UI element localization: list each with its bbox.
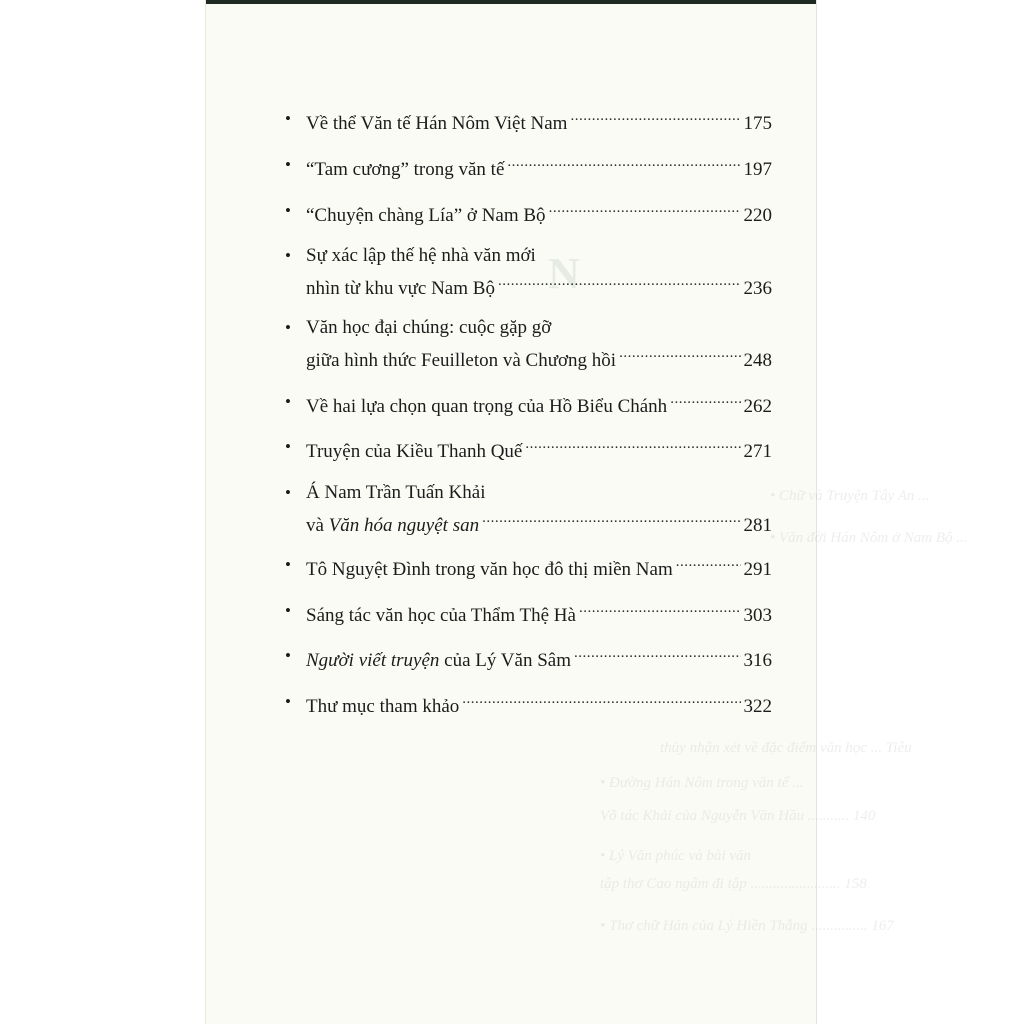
entry-title: Về hai lựa chọn quan trọng của Hồ Biểu Chánh — [306, 396, 668, 417]
page-number: 281 — [743, 515, 772, 536]
page-number: 248 — [743, 350, 772, 371]
bullet-icon: • — [285, 246, 291, 265]
page-number: 175 — [743, 113, 772, 134]
dot-leader — [498, 274, 741, 294]
page-number: 303 — [743, 605, 772, 626]
bullet-icon: • — [285, 437, 291, 456]
entry-title: Sự xác lập thế hệ nhà văn mới — [306, 245, 536, 266]
dot-leader — [579, 601, 741, 621]
entry-title-continued: giữa hình thức Feuilleton và Chương hồi — [306, 350, 617, 371]
page-number: 262 — [743, 396, 772, 417]
show-through-line: tập thơ Cao ngâm đi tập ........................ 158 — [600, 876, 867, 892]
page-number: 197 — [743, 159, 772, 180]
bullet-icon: • — [285, 483, 291, 502]
page-number: 236 — [743, 278, 772, 299]
entry-title-continued: nhìn từ khu vực Nam Bộ — [306, 278, 495, 299]
page-number: 271 — [743, 441, 772, 462]
page-number: 316 — [743, 650, 772, 671]
bullet-icon: • — [285, 155, 291, 174]
entry-title: Truyện của Kiều Thanh Quế — [306, 441, 523, 462]
entry-title-suffix: của Lý Văn Sâm — [439, 650, 571, 671]
entry-title: Văn học đại chúng: cuộc gặp gỡ — [306, 317, 552, 338]
dot-leader — [482, 511, 740, 531]
show-through-heading: N — [548, 249, 580, 298]
bullet-icon: • — [285, 555, 291, 574]
show-through-line: • Chữ và Truyện Tây An ... — [770, 488, 930, 504]
entry-title: “Chuyện chàng Lía” ở Nam Bộ — [306, 205, 546, 226]
dot-leader — [549, 201, 741, 221]
page-number: 322 — [743, 696, 772, 717]
dot-leader — [670, 392, 740, 412]
bullet-icon: • — [285, 392, 291, 411]
entry-title: Á Nam Trần Tuấn Khải — [306, 482, 486, 503]
bullet-icon: • — [285, 601, 291, 620]
show-through-line: Võ tác Khải của Nguyễn Văn Hầu ........... 140 — [600, 808, 876, 824]
entry-title: Về thể Văn tế Hán Nôm Việt Nam — [306, 113, 568, 134]
dot-leader — [525, 437, 740, 457]
bullet-icon: • — [285, 646, 291, 665]
show-through-line: • Thơ chữ Hán của Lý Hiền Thắng ............... 167 — [600, 918, 894, 934]
show-through-line: thủy nhận xét về đặc điểm văn học ... Tiêu — [660, 740, 912, 756]
show-through-line: • Lý Văn phúc và bài văn — [600, 848, 752, 864]
entry-title: “Tam cương” trong văn tế — [306, 159, 505, 180]
dot-leader — [507, 155, 740, 175]
dot-leader — [570, 109, 740, 129]
dot-leader — [619, 346, 740, 366]
bullet-icon: • — [285, 692, 291, 711]
entry-title: Thư mục tham khảo — [306, 696, 460, 717]
bullet-icon: • — [285, 318, 291, 337]
dot-leader — [462, 692, 740, 712]
page-number: 291 — [743, 559, 772, 580]
bullet-icon: • — [285, 201, 291, 220]
entry-title-prefix: và — [306, 515, 329, 536]
page-number: 220 — [743, 205, 772, 226]
dot-leader — [676, 555, 741, 575]
entry-title: Tô Nguyệt Đình trong văn học đô thị miền Nam — [306, 559, 673, 580]
show-through-line: • Đường Hán Nôm trong văn tế ... — [600, 775, 804, 791]
show-through-line: • Văn đời Hán Nôm ở Nam Bộ ... — [770, 530, 968, 546]
bullet-icon: • — [285, 109, 291, 128]
entry-title-italic: Người viết truyện — [306, 650, 440, 671]
dot-leader — [574, 646, 741, 666]
entry-title-italic: Văn hóa nguyệt san — [328, 515, 480, 536]
entry-title: Sáng tác văn học của Thẩm Thệ Hà — [306, 605, 576, 626]
